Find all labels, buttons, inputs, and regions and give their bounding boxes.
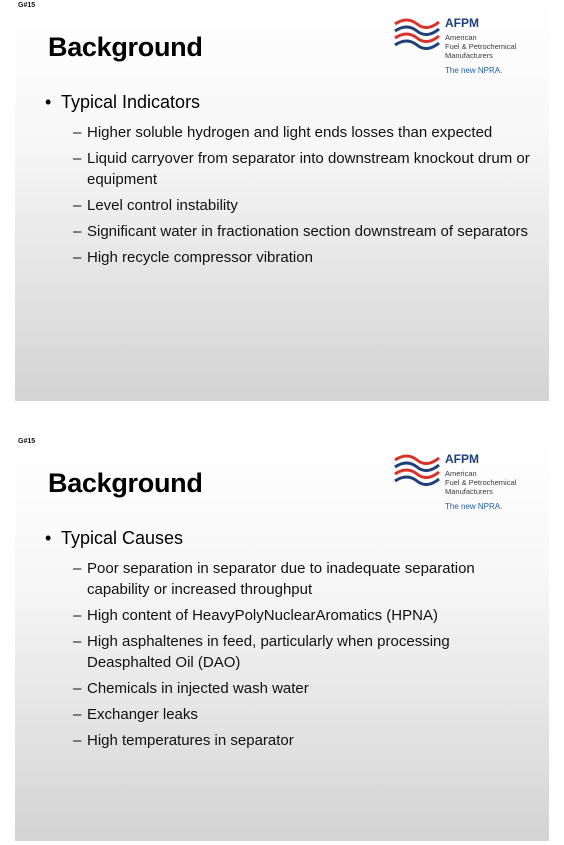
- bullet-heading-text: Typical Indicators: [61, 92, 201, 112]
- dash-icon: –: [73, 680, 82, 697]
- flag-logo-icon: [393, 452, 441, 488]
- slide-2: [15, 436, 549, 841]
- list-item: – Poor separation in separator due to inadequate separation capability or increased throughput: [73, 560, 475, 598]
- logo-full-name: [445, 33, 545, 60]
- bullet-heading-text: Typical Causes: [61, 528, 184, 548]
- dash-icon: –: [73, 249, 82, 266]
- list-item: – Chemicals in injected wash water: [73, 680, 309, 697]
- logo-line-3: Manufacturers: [445, 487, 493, 496]
- slide-id-label: G#15: [18, 2, 36, 9]
- list-item: – Liquid carryover from separator into downstream knockout drum or equipment: [73, 150, 530, 188]
- sub-bullet-list: [73, 122, 533, 273]
- dash-icon: –: [73, 223, 82, 240]
- slide-1: [15, 0, 549, 401]
- list-item: – Higher soluble hydrogen and light ends losses than expected: [73, 124, 493, 141]
- logo-line-1: American: [445, 33, 477, 42]
- logo-abbreviation: AFPM: [445, 452, 479, 466]
- logo-full-name: [445, 469, 545, 496]
- bullet-heading: [45, 92, 200, 113]
- slide-title: Background: [48, 468, 203, 498]
- bullet-icon: •: [45, 92, 52, 112]
- slide-id-label: G#15: [18, 438, 36, 445]
- bullet-icon: •: [45, 528, 52, 548]
- list-item: – Significant water in fractionation section downstream of separators: [73, 223, 529, 240]
- logo-tagline: The new NPRA.: [445, 502, 503, 511]
- dash-icon: –: [73, 607, 82, 624]
- list-item: – High temperatures in separator: [73, 732, 294, 749]
- list-item: – High recycle compressor vibration: [73, 249, 313, 266]
- dash-icon: –: [73, 560, 82, 577]
- dash-icon: –: [73, 732, 82, 749]
- sub-bullet-list: [73, 558, 533, 756]
- list-item: – Level control instability: [73, 197, 238, 214]
- dash-icon: –: [73, 150, 82, 167]
- logo-line-2: Fuel & Petrochemical: [445, 42, 517, 51]
- logo-line-1: American: [445, 469, 477, 478]
- bullet-heading: [45, 528, 183, 549]
- afpm-logo: [393, 12, 543, 90]
- dash-icon: –: [73, 197, 82, 214]
- slide-title: Background: [48, 32, 203, 62]
- list-item: – Exchanger leaks: [73, 706, 198, 723]
- logo-line-3: Manufacturers: [445, 51, 493, 60]
- logo-abbreviation: AFPM: [445, 16, 479, 30]
- logo-line-2: Fuel & Petrochemical: [445, 478, 517, 487]
- flag-logo-icon: [393, 16, 441, 52]
- dash-icon: –: [73, 633, 82, 650]
- dash-icon: –: [73, 124, 82, 141]
- afpm-logo: [393, 448, 543, 526]
- logo-tagline: The new NPRA.: [445, 66, 503, 75]
- dash-icon: –: [73, 706, 82, 723]
- list-item: – High content of HeavyPolyNuclearAromatics (HPNA): [73, 607, 438, 624]
- list-item: – High asphaltenes in feed, particularly when processing Deasphalted Oil (DAO): [73, 633, 450, 671]
